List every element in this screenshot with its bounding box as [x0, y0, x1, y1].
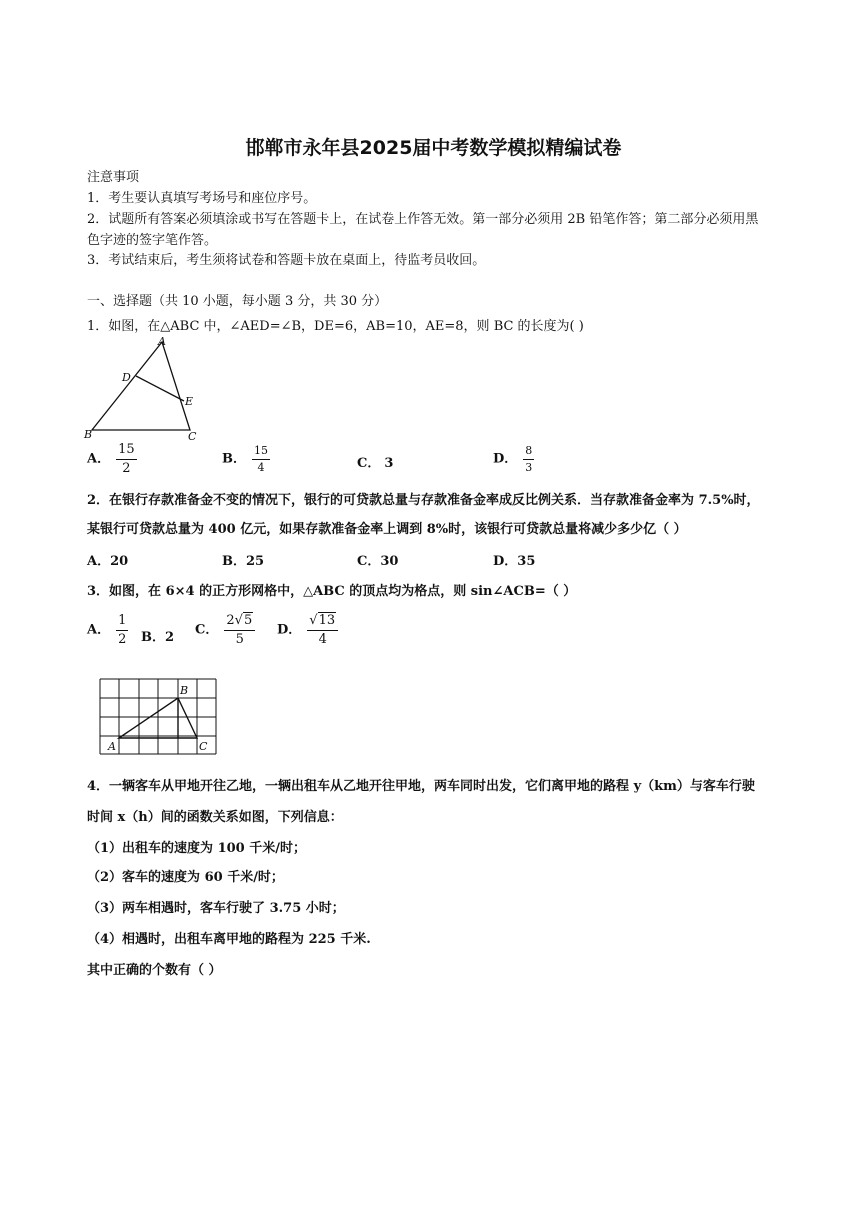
denominator: 4 [257, 460, 265, 474]
denominator: 5 [235, 631, 244, 647]
notice-item-1: 1．考生要认真填写考场号和座位序号。 [87, 191, 317, 206]
numerator: 8 [523, 445, 534, 460]
option-value: 3 [384, 456, 394, 471]
q3-option-a[interactable] [87, 614, 128, 646]
statement-4: （4）相遇时，出租车离甲地的路程为 225 千米. [87, 932, 371, 947]
coefficient: 2 [226, 613, 235, 628]
option-letter: A． [87, 622, 111, 638]
question-2-line-2: 某银行可贷款总量为 400 亿元，如果存款准备金率上调到 8%时，该银行可贷款总量将减少多少亿（ ） [87, 522, 687, 537]
radicand: 5 [243, 613, 253, 628]
fraction [523, 445, 534, 473]
fraction [224, 614, 255, 646]
q2-option-d[interactable]: D．35 [493, 554, 536, 569]
label-a: A [158, 335, 166, 348]
numerator [307, 614, 338, 631]
question-2-line-1: 2．在银行存款准备金不变的情况下，银行的可贷款总量与存款准备金率成反比例关系．当存款准备金率为 7.5%时， [87, 493, 760, 508]
sqrt: √13 [309, 613, 336, 628]
denominator: 3 [525, 460, 533, 474]
sqrt: √5 [234, 613, 253, 628]
q1-option-c[interactable] [357, 452, 393, 471]
label-c: C [188, 430, 197, 443]
notice-item-2-cont: 色字迹的签字笔作答。 [87, 233, 218, 248]
q1-option-b[interactable] [222, 445, 270, 473]
fraction [252, 445, 270, 473]
q3-option-b[interactable] [141, 626, 174, 645]
label-b: B [84, 428, 93, 441]
question-4-ask: 其中正确的个数有（ ） [87, 963, 222, 978]
option-letter: D． [277, 622, 302, 638]
notice-heading: 注意事项 [87, 170, 140, 185]
numerator [224, 614, 255, 631]
statement-3: （3）两车相遇时，客车行驶了 3.75 小时； [87, 901, 345, 916]
q2-option-c[interactable]: C．30 [357, 554, 399, 569]
numerator: 15 [116, 443, 137, 460]
denominator: 2 [122, 460, 131, 476]
option-letter: C． [357, 456, 381, 471]
question-4-line-2: 时间 x（h）间的函数关系如图，下列信息： [87, 810, 343, 825]
label-c: C [199, 740, 208, 753]
statement-2: （2）客车的速度为 60 千米/时； [87, 870, 284, 885]
q2-option-a[interactable]: A．20 [87, 554, 129, 569]
page-title: 邯郸市永年县2025届中考数学模拟精编试卷 [245, 137, 622, 159]
q3-option-c[interactable] [195, 614, 255, 646]
label-d: D [122, 371, 131, 384]
label-b: B [180, 684, 189, 697]
fraction [116, 614, 128, 646]
section-heading: 一、选择题（共 10 小题，每小题 3 分，共 30 分） [87, 294, 388, 309]
option-letter: D． [493, 451, 518, 467]
grid-figure [96, 676, 226, 760]
option-letter: B． [141, 630, 165, 645]
label-e: E [185, 395, 194, 408]
option-letter: B． [222, 451, 246, 467]
q3-option-d[interactable] [277, 614, 338, 646]
label-a: A [108, 740, 116, 753]
fraction [116, 443, 137, 475]
denominator: 2 [118, 631, 127, 647]
question-1-text: 1．如图，在△ABC 中，∠AED=∠B，DE=6，AB=10，AE=8，则 BC 的长度为( ) [87, 319, 584, 334]
radicand: 13 [318, 613, 336, 628]
numerator: 1 [116, 614, 128, 631]
q2-option-b[interactable]: B．25 [222, 554, 265, 569]
option-letter: C． [195, 622, 219, 638]
option-letter: A． [87, 451, 111, 467]
notice-item-3: 3．考试结束后，考生须将试卷和答题卡放在桌面上，待监考员收回。 [87, 253, 486, 268]
numerator: 15 [252, 445, 270, 460]
triangle-abc [92, 342, 190, 430]
denominator: 4 [318, 631, 327, 647]
option-value: 2 [165, 630, 175, 645]
question-4-line-1: 4．一辆客车从甲地开往乙地，一辆出租车从乙地开往甲地，两车同时出发，它们离甲地的路程 y（km）与客车行驶 [87, 779, 755, 794]
fraction [307, 614, 338, 646]
notice-item-2: 2．试题所有答案必须填涂或书写在答题卡上，在试卷上作答无效。第一部分必须用 2B 铅笔作答；第二部分必须用黑 [87, 212, 759, 227]
question-3-text: 3．如图，在 6×4 的正方形网格中，△ABC 的顶点均为格点，则 sin∠ACB=（ ） [87, 584, 577, 599]
triangle-figure [82, 334, 212, 444]
statement-1: （1）出租车的速度为 100 千米/时； [87, 841, 306, 856]
q1-option-d[interactable] [493, 445, 534, 473]
q1-option-a[interactable] [87, 443, 137, 475]
